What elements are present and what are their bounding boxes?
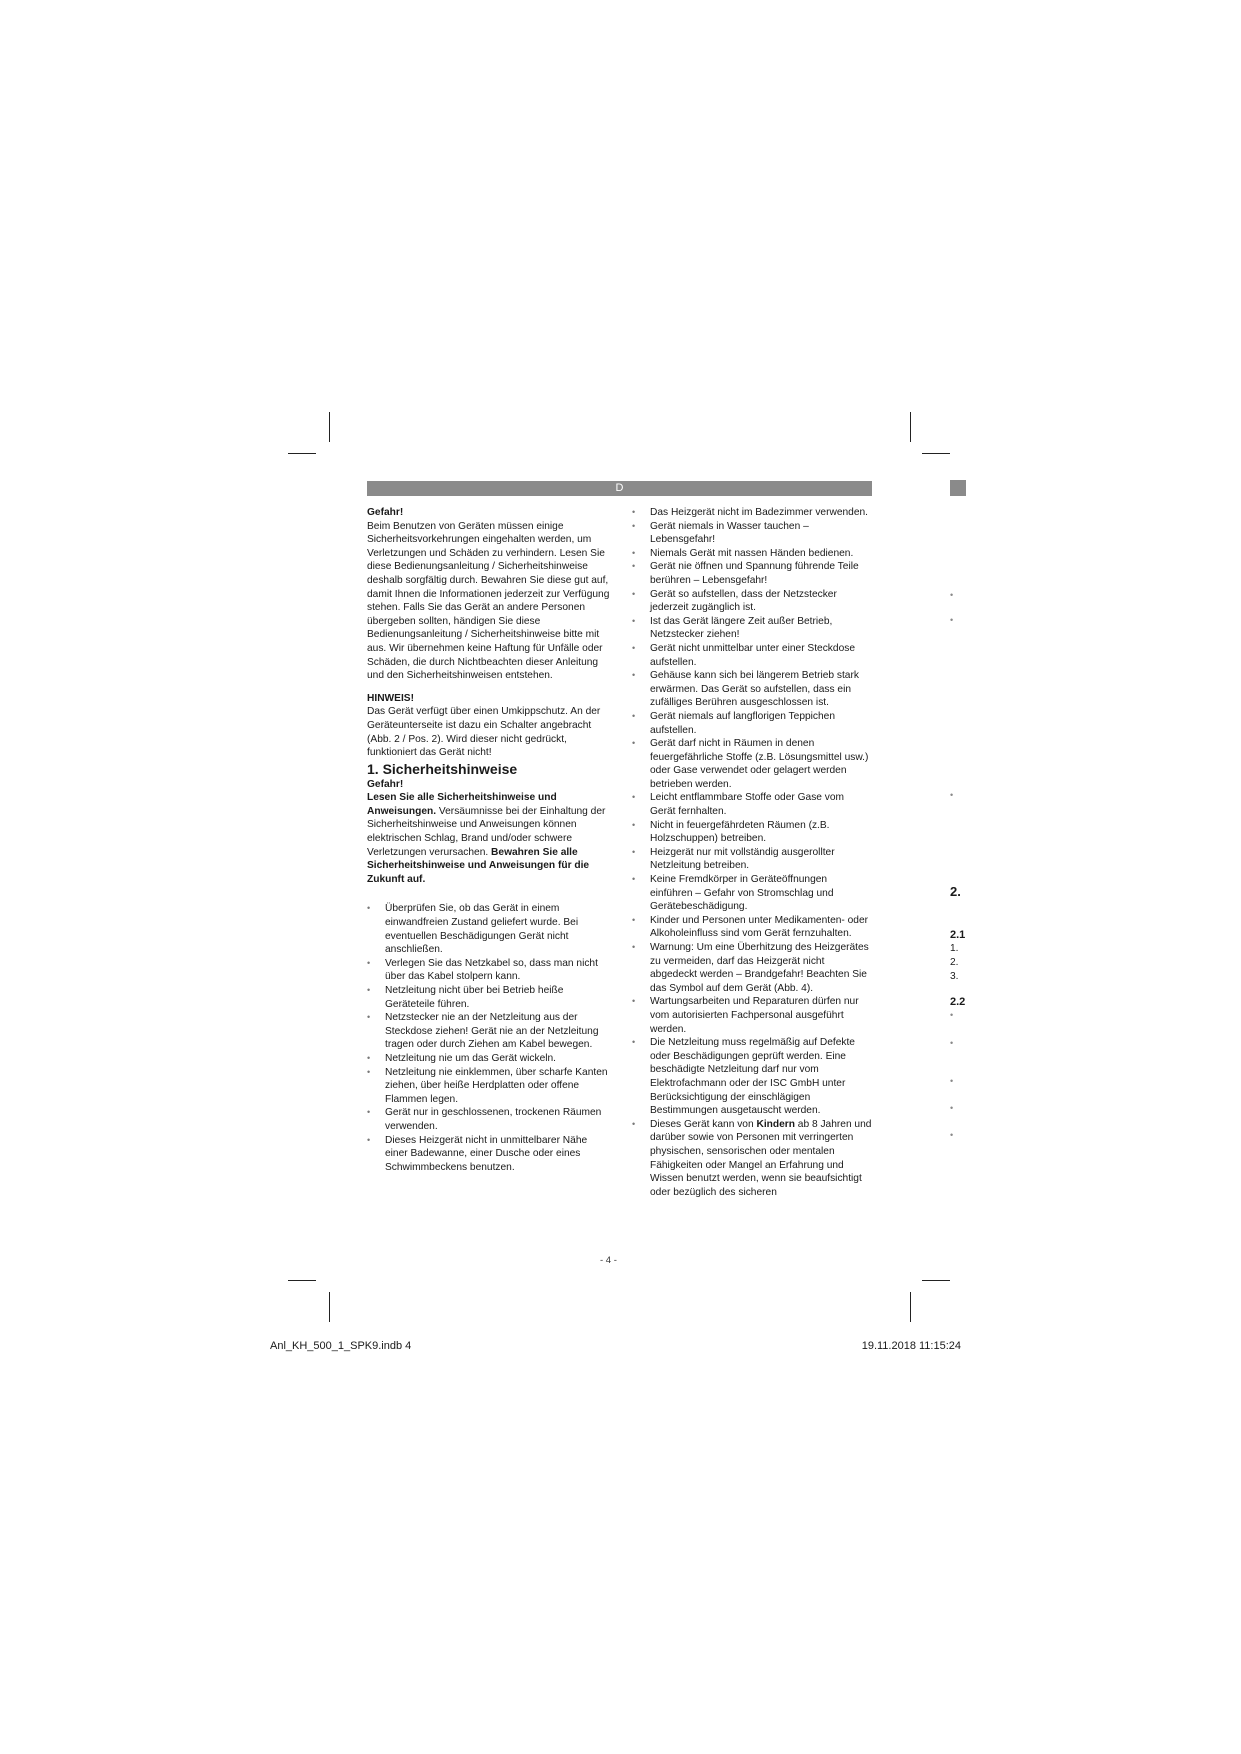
list-item: • Dieses Heizgerät nicht in unmittelbarer Nähe einer Badewanne, einer Dusche oder eines Schwimmbeckens benutzen.	[367, 1134, 612, 1175]
bullet-fragment: •	[950, 1076, 954, 1086]
right-column	[632, 506, 872, 1199]
list-item: • Nicht in feuergefährdeten Räumen (z.B. Holzschuppen) betreiben.	[632, 819, 872, 846]
danger-text-2: Lesen Sie alle Sicherheitshinweise und Anweisungen. Versäumnisse bei der Einhaltung der Sicherheitshinweise und Anweisungen können elektrischen Schlag, Brand und/oder schwere Verletzungen verursachen. Bewahren Sie alle Sicherheitshinweise und Anweisungen für die Zukunft auf.	[367, 792, 606, 885]
list-item: • Gerät nur in geschlossenen, trockenen Räumen verwenden.	[367, 1106, 612, 1133]
note-title: HINWEIS!	[367, 692, 414, 704]
list-item: • Netzstecker nie an der Netzleitung aus der Steckdose ziehen! Gerät nie an der Netzleitung tragen oder durch Ziehen am Kabel bewegen.	[367, 1011, 612, 1052]
list-item: • Gerät niemals in Wasser tauchen – Lebensgefahr!	[632, 520, 872, 547]
crop-mark	[910, 412, 911, 442]
list-item: • Heizgerät nur mit vollständig ausgerollter Netzleitung betreiben.	[632, 846, 872, 873]
side-number: 3.	[950, 971, 959, 982]
list-item: • Gerät so aufstellen, dass der Netzstecker jederzeit zugänglich ist.	[632, 588, 872, 615]
list-item: • Netzleitung nie um das Gerät wickeln.	[367, 1052, 612, 1066]
bullet-fragment: •	[950, 615, 954, 625]
side-subheading: 2.2	[950, 996, 966, 1008]
danger-title-2: Gefahr!	[367, 778, 404, 790]
list-item: • Das Heizgerät nicht im Badezimmer verwenden.	[632, 506, 872, 520]
crop-mark	[910, 1292, 911, 1322]
language-header-bar	[367, 481, 872, 496]
crop-mark	[922, 1280, 950, 1281]
crop-mark	[288, 1280, 316, 1281]
crop-mark	[329, 412, 330, 442]
list-item: • Warnung: Um eine Überhitzung des Heizgerätes zu vermeiden, darf das Heizgerät nicht abgedeckt werden – Brandgefahr! Beachten Sie das Symbol auf dem Gerät (Abb. 4).	[632, 941, 872, 995]
bullet-fragment: •	[950, 790, 954, 800]
bullet-fragment: •	[950, 1038, 954, 1048]
bullet-fragment: •	[950, 590, 954, 600]
list-item: • Gehäuse kann sich bei längerem Betrieb stark erwärmen. Das Gerät so aufstellen, dass ein zufälliges Berühren ausgeschlossen ist.	[632, 669, 872, 710]
list-item: • Wartungsarbeiten und Reparaturen dürfen nur vom autorisierten Fachpersonal ausgeführt werden.	[632, 995, 872, 1036]
next-page-header-square	[950, 480, 966, 496]
list-item: • Leicht entflammbare Stoffe oder Gase vom Gerät fernhalten.	[632, 791, 872, 818]
list-item: • Verlegen Sie das Netzkabel so, dass man nicht über das Kabel stolpern kann.	[367, 957, 612, 984]
side-number: 2.	[950, 957, 959, 968]
bullet-fragment: •	[950, 1010, 954, 1020]
list-item: • Keine Fremdkörper in Geräteöffnungen einführen – Gefahr von Stromschlag und Gerätebeschädigung.	[632, 873, 872, 914]
list-item: • Gerät niemals auf langflorigen Teppichen aufstellen.	[632, 710, 872, 737]
bullet-fragment: •	[950, 1103, 954, 1113]
side-heading: 2.	[950, 884, 961, 899]
danger-text: Beim Benutzen von Geräten müssen einige Sicherheitsvorkehrungen eingehalten werden, um Verletzungen und Schäden zu verhindern. Lesen Sie diese Bedienungsanleitung / Sicherheitshinweise deshalb sorgfältig durch. Bewahren Sie diese gut auf, damit Ihnen die Informationen jederzeit zur Verfügung stehen. Falls Sie das Gerät an andere Personen übergeben sollten, händigen Sie diese Bedienungsanleitung / Sicherheitshinweise bitte mit aus. Wir übernehmen keine Haftung für Unfälle oder Schäden, die durch Nichtbeachten dieser Anleitung und den Sicherheitshinweisen entstehen.	[367, 520, 610, 682]
crop-mark	[922, 453, 950, 454]
list-item: • Kinder und Personen unter Medikamenten- oder Alkoholeinfluss sind vom Gerät fernzuhalten.	[632, 914, 872, 941]
page-number: - 4 -	[600, 1255, 617, 1266]
side-subheading: 2.1	[950, 929, 966, 941]
list-item: • Überprüfen Sie, ob das Gerät in einem einwandfreien Zustand geliefert wurde. Bei eventuellen Beschädigungen Gerät nicht anschließen.	[367, 902, 612, 956]
list-item: • Gerät nicht unmittelbar unter einer Steckdose aufstellen.	[632, 642, 872, 669]
section-title: 1. Sicherheitshinweise	[367, 760, 518, 777]
crop-mark	[288, 453, 316, 454]
list-item: • Niemals Gerät mit nassen Händen bedienen.	[632, 547, 872, 561]
list-item: • Gerät nie öffnen und Spannung führende Teile berühren – Lebensgefahr!	[632, 560, 872, 587]
footer-filename: Anl_KH_500_1_SPK9.indb 4	[270, 1340, 412, 1352]
language-label: D	[615, 482, 624, 494]
bullet-fragment: •	[950, 1130, 954, 1140]
crop-mark	[329, 1292, 330, 1322]
side-number: 1.	[950, 943, 959, 954]
list-item: • Die Netzleitung muss regelmäßig auf Defekte oder Beschädigungen geprüft werden. Eine beschädigte Netzleitung darf nur vom Elektrofachmann oder der ISC GmbH unter Berücksichtigung der einschlägigen Bestimmungen ausgetauscht werden.	[632, 1036, 872, 1118]
safety-list-left	[367, 902, 612, 1174]
footer-datetime: 19.11.2018 11:15:24	[861, 1340, 961, 1352]
left-column	[367, 506, 612, 1174]
danger-title: Gefahr!	[367, 507, 404, 518]
note-text: Das Gerät verfügt über einen Umkippschutz. An der Geräteunterseite ist dazu ein Schalter angebracht (Abb. 2 / Pos. 2). Wird dieser nicht gedrückt, funktioniert das Gerät nicht!	[367, 706, 601, 759]
list-item: • Netzleitung nicht über bei Betrieb heiße Geräteteile führen.	[367, 984, 612, 1011]
list-item: • Netzleitung nie einklemmen, über scharfe Kanten ziehen, über heiße Herdplatten oder offene Flammen legen.	[367, 1066, 612, 1107]
list-item: • Dieses Gerät kann von Kindern ab 8 Jahren und darüber sowie von Personen mit verringerten physischen, sensorischen oder mentalen Fähigkeiten oder Mangel an Erfahrung und Wissen benutzt werden, wenn sie beaufsichtigt oder bezüglich des sicheren	[632, 1118, 872, 1200]
list-item: • Ist das Gerät längere Zeit außer Betrieb, Netzstecker ziehen!	[632, 615, 872, 642]
safety-list-right	[632, 506, 872, 1199]
list-item: • Gerät darf nicht in Räumen in denen feuergefährliche Stoffe (z.B. Lösungsmittel usw.) oder Gase verwendet oder gelagert werden betrieben werden.	[632, 737, 872, 791]
